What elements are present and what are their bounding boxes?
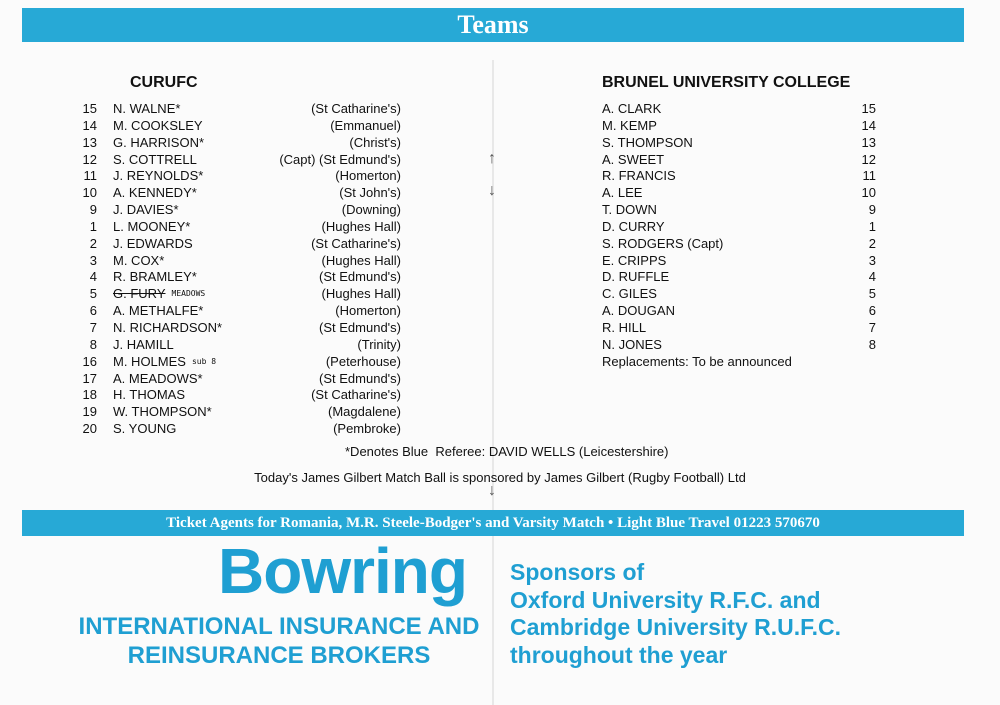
away-player-row	[602, 185, 876, 202]
player-college: (Homerton)	[335, 303, 401, 319]
teams-banner: Teams	[22, 8, 964, 42]
away-player-row	[602, 286, 876, 303]
match-ball-note: Today's James Gilbert Match Ball is sponsored by James Gilbert (Rugby Football) Ltd	[254, 470, 746, 485]
bowring-logo: Bowring	[218, 535, 467, 607]
arrow-down-icon: ↓	[488, 482, 496, 499]
player-number: 7	[89, 319, 97, 335]
player-name: H. THOMAS	[113, 387, 185, 403]
player-name: A. METHALFE*	[113, 303, 204, 319]
player-number: 12	[861, 151, 876, 167]
player-name: A. DOUGAN	[602, 303, 675, 319]
player-number: 4	[89, 269, 97, 285]
away-player-row	[602, 337, 876, 354]
home-player-row	[75, 202, 401, 219]
player-number: 5	[868, 286, 876, 302]
player-number: 15	[861, 101, 876, 116]
player-number: 7	[868, 319, 876, 335]
player-number: 19	[82, 404, 97, 420]
player-college: (Pembroke)	[333, 421, 401, 437]
player-name: M. COX*	[113, 252, 165, 268]
player-college: (St Edmund's)	[319, 319, 401, 335]
player-college: (Homerton)	[335, 168, 401, 184]
player-number: 12	[82, 151, 97, 167]
player-number: 9	[868, 202, 876, 218]
player-name: J. REYNOLDS*	[113, 168, 204, 184]
away-player-row	[602, 152, 876, 169]
player-name: G. FURY	[113, 286, 166, 302]
away-player-row	[602, 168, 876, 185]
home-player-row	[75, 286, 401, 303]
player-name: S. THOMPSON	[602, 134, 693, 150]
player-college: (St Catharine's)	[311, 101, 401, 116]
player-name: C. GILES	[602, 286, 657, 302]
home-player-row	[75, 168, 401, 185]
player-number: 18	[82, 387, 97, 403]
player-name: E. CRIPPS	[602, 252, 667, 268]
arrow-down-icon: ↓	[488, 182, 496, 199]
player-number: 13	[861, 134, 876, 150]
player-number: 4	[868, 269, 876, 285]
player-number: 2	[868, 235, 876, 251]
player-number: 10	[82, 185, 97, 201]
blue-note: *Denotes Blue Referee: DAVID WELLS (Leicestershire)	[345, 444, 669, 459]
player-number: 1	[89, 218, 97, 234]
player-number: 20	[82, 421, 97, 437]
player-name: D. CURRY	[602, 218, 665, 234]
replacements-note: Replacements: To be announced	[602, 353, 792, 369]
away-player-row	[602, 101, 876, 118]
sponsors-text: Sponsors of Oxford University R.F.C. and Cambridge University R.U.F.C. throughout the year	[510, 559, 842, 668]
player-number: 10	[861, 185, 876, 201]
player-college: (Hughes Hall)	[321, 218, 401, 234]
player-name: N. RICHARDSON*	[113, 319, 223, 335]
home-player-row	[75, 371, 401, 388]
home-player-row	[75, 269, 401, 286]
away-player-row	[602, 253, 876, 270]
player-number: 13	[82, 134, 97, 150]
referee-note: Referee: DAVID WELLS (Leicestershire)	[435, 444, 669, 459]
home-player-row	[75, 135, 401, 152]
home-player-row	[75, 320, 401, 337]
player-number: 8	[89, 336, 97, 352]
home-player-row	[75, 337, 401, 354]
player-college: (Emmanuel)	[330, 117, 401, 133]
player-college: (Magdalene)	[328, 404, 401, 420]
player-name: J. DAVIES*	[113, 202, 179, 218]
arrow-up-icon: ↑	[488, 150, 496, 167]
player-name: J. EDWARDS	[113, 235, 193, 251]
player-number: 11	[862, 168, 876, 184]
player-number: 17	[82, 370, 97, 386]
player-name: D. RUFFLE	[602, 269, 670, 285]
handwritten-note: MEADOWS	[171, 289, 206, 299]
player-college: (St Edmund's)	[319, 370, 401, 386]
player-number: 6	[89, 303, 97, 319]
home-team-title: CURUFC	[130, 74, 198, 91]
player-number: 16	[82, 353, 97, 369]
player-number: 15	[82, 101, 97, 116]
home-player-row	[75, 236, 401, 253]
home-player-row	[75, 219, 401, 236]
home-player-row	[75, 185, 401, 202]
player-number: 3	[89, 252, 97, 268]
player-name: G. HARRISON*	[113, 134, 205, 150]
player-college: (Peterhouse)	[325, 353, 401, 369]
home-player-row	[75, 253, 401, 270]
player-number: 8	[868, 336, 876, 352]
player-number: 5	[89, 286, 97, 302]
player-college: (Trinity)	[357, 336, 401, 352]
brokers-tagline: INTERNATIONAL INSURANCE AND REINSURANCE BROKERS	[78, 613, 480, 669]
player-name: J. HAMILL	[113, 336, 174, 352]
player-college: (Hughes Hall)	[321, 252, 401, 268]
player-college: (St Catharine's)	[311, 235, 401, 251]
home-player-row	[75, 118, 401, 135]
player-name: A. MEADOWS*	[113, 370, 203, 386]
player-number: 2	[89, 235, 97, 251]
player-name: W. THOMPSON*	[113, 404, 212, 420]
player-name: A. LEE	[602, 185, 643, 201]
player-number: 3	[868, 252, 876, 268]
away-player-row	[602, 320, 876, 337]
player-number: 14	[861, 117, 876, 133]
player-name: M. HOLMES	[113, 353, 186, 369]
player-name: S. RODGERS (Capt)	[602, 235, 724, 251]
player-number: 6	[868, 303, 876, 319]
player-college: (Hughes Hall)	[321, 286, 401, 302]
player-name: T. DOWN	[602, 202, 657, 218]
player-name: A. KENNEDY*	[113, 185, 197, 201]
player-name: M. KEMP	[602, 117, 657, 133]
player-name: R. BRAMLEY*	[113, 269, 197, 285]
away-player-row	[602, 219, 876, 236]
away-player-row	[602, 303, 876, 320]
home-player-row	[75, 354, 401, 371]
away-player-row	[602, 118, 876, 135]
home-player-row	[75, 152, 401, 169]
player-name: M. COOKSLEY	[113, 117, 203, 133]
player-college: (St Catharine's)	[311, 387, 401, 403]
home-player-row	[75, 303, 401, 320]
player-name: N. JONES	[602, 336, 662, 352]
home-player-row	[75, 387, 401, 404]
away-player-row	[602, 269, 876, 286]
player-number: 14	[82, 117, 97, 133]
player-name: L. MOONEY*	[113, 218, 191, 234]
player-name: R. FRANCIS	[602, 168, 676, 184]
handwritten-note: sub 8	[191, 356, 217, 366]
player-number: 1	[868, 218, 876, 234]
player-college: (St John's)	[339, 185, 401, 201]
player-name: R. HILL	[602, 319, 647, 335]
away-team-title: BRUNEL UNIVERSITY COLLEGE	[602, 74, 851, 91]
player-name: A. CLARK	[602, 101, 662, 116]
away-player-row	[602, 135, 876, 152]
player-number: 11	[83, 168, 97, 184]
home-team-list	[75, 101, 401, 438]
player-name: S. YOUNG	[113, 421, 177, 437]
player-name: A. SWEET	[602, 151, 665, 167]
home-player-row	[75, 421, 401, 438]
away-player-row	[602, 202, 876, 219]
player-name: N. WALNE*	[113, 101, 181, 116]
player-number: 9	[89, 202, 97, 218]
away-player-row	[602, 236, 876, 253]
home-player-row	[75, 404, 401, 421]
away-team-list	[602, 101, 876, 371]
player-college: (Downing)	[341, 202, 401, 218]
player-name: S. COTTRELL	[113, 151, 197, 167]
ticket-agents-banner: Ticket Agents for Romania, M.R. Steele-Bodger's and Varsity Match • Light Blue Travel 01223 570670	[22, 510, 964, 536]
player-college: (Christ's)	[349, 134, 401, 150]
player-college: (Capt) (St Edmund's)	[279, 151, 401, 167]
player-college: (St Edmund's)	[319, 269, 401, 285]
home-player-row	[75, 101, 401, 118]
